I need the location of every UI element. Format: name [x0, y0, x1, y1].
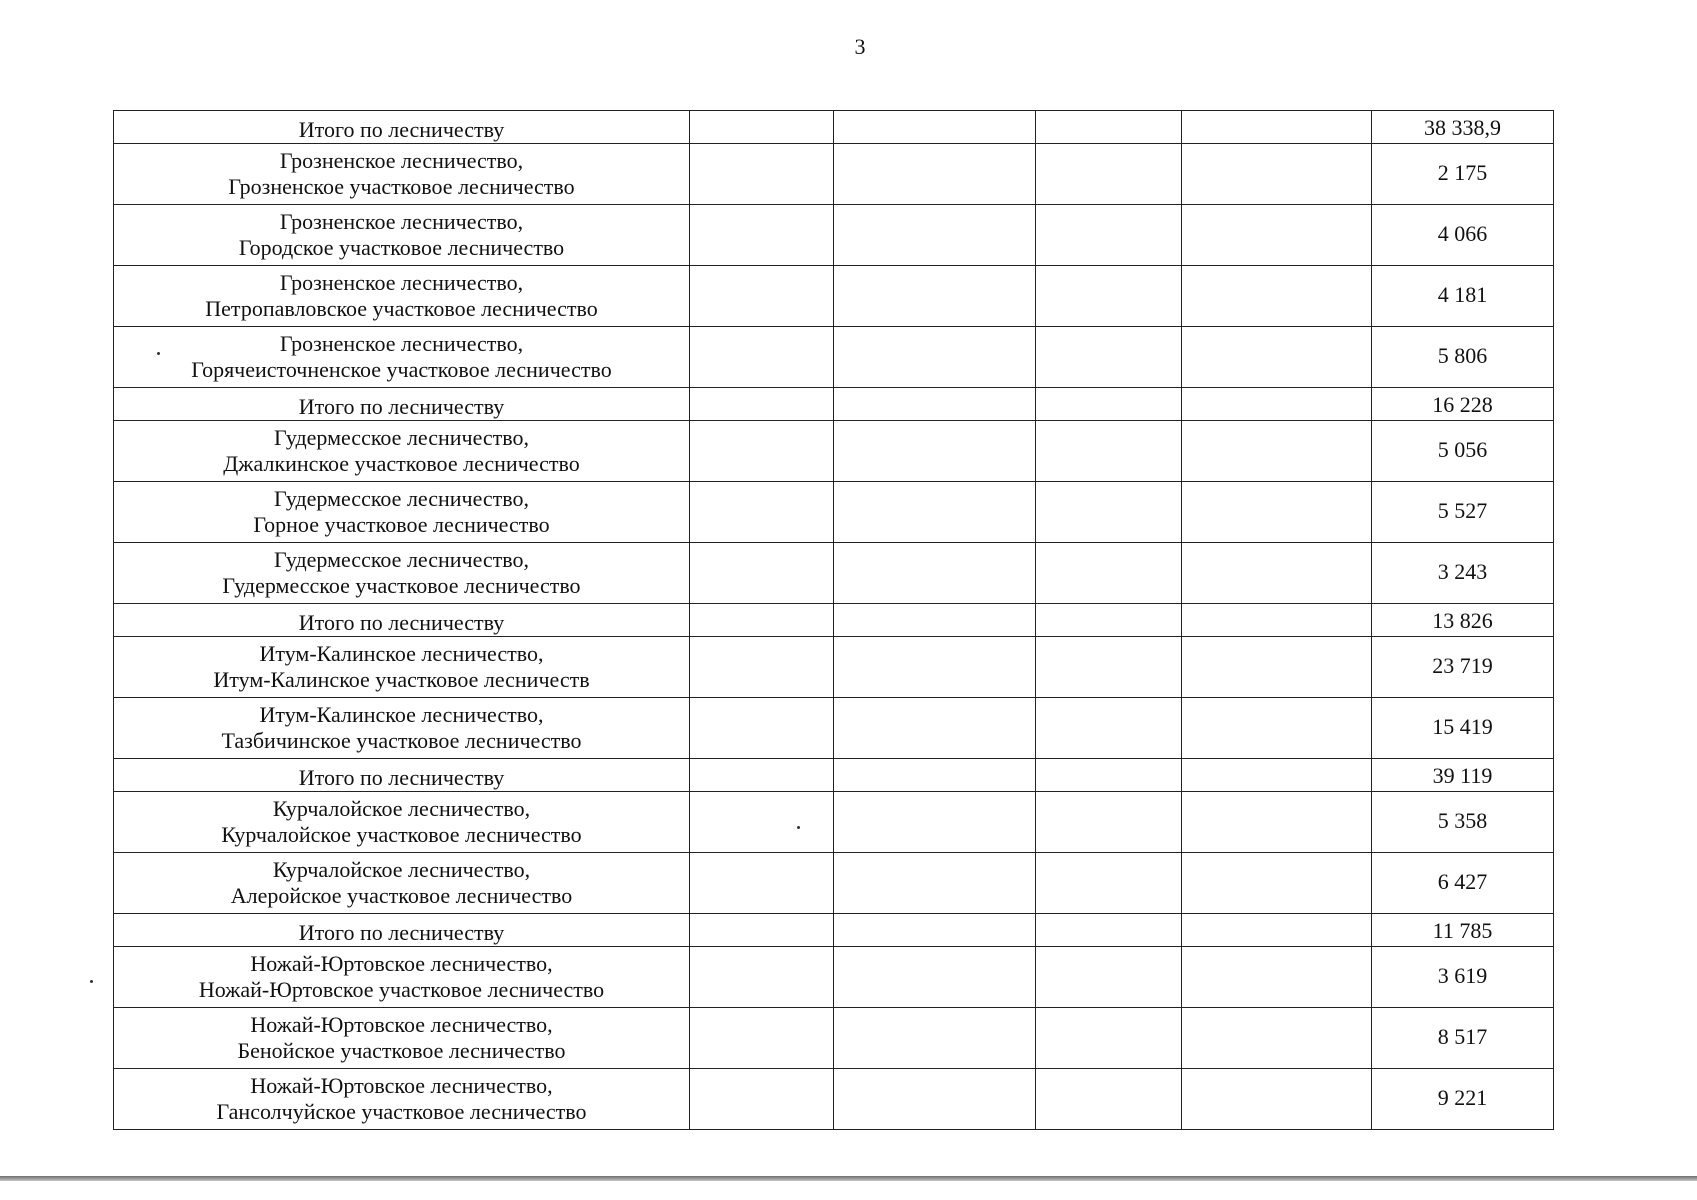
area-value-cell: 2 175	[1372, 144, 1554, 205]
empty-cell	[834, 914, 1036, 947]
empty-cell	[690, 914, 834, 947]
forestry-name-cell	[114, 1008, 690, 1069]
forestry-name-cell	[114, 759, 690, 792]
empty-cell	[834, 144, 1036, 205]
empty-cell	[1036, 1069, 1182, 1130]
empty-cell	[1182, 388, 1372, 421]
empty-cell	[1182, 792, 1372, 853]
empty-cell	[690, 144, 834, 205]
empty-cell	[834, 604, 1036, 637]
forestry-name: Итум-Калинское лесничество,	[259, 702, 544, 727]
total-row	[114, 604, 1554, 637]
table-row	[114, 266, 1554, 327]
empty-cell	[690, 421, 834, 482]
area-value-cell: 4 066	[1372, 205, 1554, 266]
empty-cell	[690, 792, 834, 853]
empty-cell	[1036, 1008, 1182, 1069]
forestry-name: Курчалойское лесничество,	[272, 796, 531, 821]
empty-cell	[834, 637, 1036, 698]
scan-speck	[90, 980, 93, 983]
table-row	[114, 205, 1554, 266]
empty-cell	[1182, 914, 1372, 947]
district-forestry-name: Ножай-Юртовское участковое лесничество	[198, 977, 605, 1002]
empty-cell	[1036, 205, 1182, 266]
forestry-name-cell	[114, 1069, 690, 1130]
scan-edge	[0, 1176, 1697, 1181]
empty-cell	[1182, 637, 1372, 698]
empty-cell	[690, 947, 834, 1008]
area-value-cell: 3 619	[1372, 947, 1554, 1008]
forestry-table	[113, 110, 1554, 1130]
area-value-cell: 6 427	[1372, 853, 1554, 914]
empty-cell	[834, 698, 1036, 759]
forestry-name-cell	[114, 144, 690, 205]
total-label: Итого по лесничеству	[298, 765, 505, 790]
empty-cell	[1182, 698, 1372, 759]
area-value-cell: 5 527	[1372, 482, 1554, 543]
empty-cell	[834, 388, 1036, 421]
district-forestry-name: Городское участковое лесничество	[238, 235, 565, 260]
empty-cell	[690, 604, 834, 637]
area-value-cell: 5 358	[1372, 792, 1554, 853]
forestry-name: Гудермесское лесничество,	[273, 486, 530, 511]
forestry-name: Курчалойское лесничество,	[272, 857, 531, 882]
table-row	[114, 637, 1554, 698]
total-label: Итого по лесничеству	[298, 920, 505, 945]
empty-cell	[834, 853, 1036, 914]
empty-cell	[834, 543, 1036, 604]
forestry-name-cell	[114, 637, 690, 698]
forestry-name-cell	[114, 698, 690, 759]
district-forestry-name: Джалкинское участковое лесничество	[223, 451, 580, 476]
area-value-cell: 4 181	[1372, 266, 1554, 327]
empty-cell	[834, 947, 1036, 1008]
forestry-name: Ножай-Юртовское лесничество,	[250, 1073, 553, 1098]
forestry-name-cell	[114, 914, 690, 947]
district-forestry-name: Алеройское участковое лесничество	[230, 883, 573, 908]
empty-cell	[690, 388, 834, 421]
district-forestry-name: Грозненское участковое лесничество	[228, 174, 575, 199]
area-value-cell: 3 243	[1372, 543, 1554, 604]
forestry-name: Грозненское лесничество,	[279, 148, 524, 173]
forestry-name-cell	[114, 421, 690, 482]
area-value-cell: 23 719	[1372, 637, 1554, 698]
area-value-cell: 8 517	[1372, 1008, 1554, 1069]
forestry-name-cell	[114, 853, 690, 914]
forestry-name-cell	[114, 111, 690, 144]
area-value-cell: 5 806	[1372, 327, 1554, 388]
table-row	[114, 792, 1554, 853]
empty-cell	[834, 792, 1036, 853]
district-forestry-name: Курчалойское участковое лесничество	[221, 822, 582, 847]
forestry-name: Грозненское лесничество,	[279, 331, 524, 356]
table-row	[114, 327, 1554, 388]
empty-cell	[1182, 947, 1372, 1008]
empty-cell	[1036, 914, 1182, 947]
total-label: Итого по лесничеству	[298, 117, 505, 142]
district-forestry-name: Итум-Калинское участковое лесничеств	[213, 667, 590, 692]
total-label: Итого по лесничеству	[298, 394, 505, 419]
empty-cell	[1036, 266, 1182, 327]
empty-cell	[1036, 543, 1182, 604]
empty-cell	[1036, 947, 1182, 1008]
empty-cell	[1182, 144, 1372, 205]
forestry-name-cell	[114, 266, 690, 327]
empty-cell	[1036, 792, 1182, 853]
area-value-cell: 11 785	[1372, 914, 1554, 947]
empty-cell	[690, 482, 834, 543]
forestry-name-cell	[114, 327, 690, 388]
empty-cell	[690, 1069, 834, 1130]
empty-cell	[834, 111, 1036, 144]
area-value-cell: 9 221	[1372, 1069, 1554, 1130]
empty-cell	[1036, 759, 1182, 792]
empty-cell	[1036, 388, 1182, 421]
forestry-name-cell	[114, 482, 690, 543]
empty-cell	[690, 543, 834, 604]
empty-cell	[834, 482, 1036, 543]
page-number: 3	[854, 34, 866, 59]
district-forestry-name: Горячеисточненское участковое лесничество	[191, 357, 612, 382]
empty-cell	[690, 759, 834, 792]
empty-cell	[834, 266, 1036, 327]
table-row	[114, 543, 1554, 604]
total-label: Итого по лесничеству	[298, 610, 505, 635]
empty-cell	[1036, 637, 1182, 698]
empty-cell	[834, 759, 1036, 792]
empty-cell	[1036, 482, 1182, 543]
scan-speck	[797, 826, 800, 829]
table-row	[114, 853, 1554, 914]
forestry-name-cell	[114, 205, 690, 266]
forestry-name: Грозненское лесничество,	[279, 209, 524, 234]
forestry-name-cell	[114, 947, 690, 1008]
forestry-name: Ножай-Юртовское лесничество,	[250, 951, 553, 976]
total-row	[114, 914, 1554, 947]
empty-cell	[1182, 327, 1372, 388]
empty-cell	[690, 111, 834, 144]
empty-cell	[1182, 604, 1372, 637]
empty-cell	[1182, 759, 1372, 792]
empty-cell	[1182, 205, 1372, 266]
empty-cell	[690, 205, 834, 266]
empty-cell	[1182, 543, 1372, 604]
empty-cell	[1182, 111, 1372, 144]
total-row	[114, 759, 1554, 792]
empty-cell	[1036, 853, 1182, 914]
empty-cell	[1182, 1008, 1372, 1069]
empty-cell	[1036, 327, 1182, 388]
area-value-cell: 39 119	[1372, 759, 1554, 792]
forestry-name: Гудермесское лесничество,	[273, 547, 530, 572]
table-row	[114, 1069, 1554, 1130]
table-row	[114, 1008, 1554, 1069]
forestry-name: Ножай-Юртовское лесничество,	[250, 1012, 553, 1037]
empty-cell	[1036, 698, 1182, 759]
forestry-name-cell	[114, 604, 690, 637]
forestry-name: Гудермесское лесничество,	[273, 425, 530, 450]
empty-cell	[834, 1008, 1036, 1069]
area-value-cell: 15 419	[1372, 698, 1554, 759]
empty-cell	[1036, 421, 1182, 482]
forestry-name-cell	[114, 543, 690, 604]
table-row	[114, 421, 1554, 482]
empty-cell	[834, 327, 1036, 388]
empty-cell	[1036, 111, 1182, 144]
forestry-name: Грозненское лесничество,	[279, 270, 524, 295]
empty-cell	[1182, 1069, 1372, 1130]
forestry-name: Итум-Калинское лесничество,	[259, 641, 544, 666]
empty-cell	[834, 1069, 1036, 1130]
district-forestry-name: Горное участковое лесничество	[253, 512, 550, 537]
empty-cell	[834, 421, 1036, 482]
empty-cell	[1182, 853, 1372, 914]
empty-cell	[834, 205, 1036, 266]
empty-cell	[690, 637, 834, 698]
table-row	[114, 698, 1554, 759]
empty-cell	[690, 853, 834, 914]
district-forestry-name: Бенойское участковое лесничество	[237, 1038, 566, 1063]
empty-cell	[1182, 421, 1372, 482]
forestry-name-cell	[114, 792, 690, 853]
empty-cell	[1182, 482, 1372, 543]
area-value-cell: 16 228	[1372, 388, 1554, 421]
district-forestry-name: Гансолчуйское участковое лесничество	[216, 1099, 587, 1124]
empty-cell	[690, 698, 834, 759]
total-row	[114, 111, 1554, 144]
table-body	[114, 111, 1554, 1130]
area-value-cell: 13 826	[1372, 604, 1554, 637]
empty-cell	[690, 1008, 834, 1069]
area-value-cell: 5 056	[1372, 421, 1554, 482]
district-forestry-name: Тазбичинское участковое лесничество	[221, 728, 582, 753]
empty-cell	[1036, 604, 1182, 637]
forestry-name-cell	[114, 388, 690, 421]
total-row	[114, 388, 1554, 421]
empty-cell	[1036, 144, 1182, 205]
table-row	[114, 482, 1554, 543]
district-forestry-name: Гудермесское участковое лесничество	[222, 573, 581, 598]
area-value-cell: 38 338,9	[1372, 111, 1554, 144]
district-forestry-name: Петропавловское участковое лесничество	[205, 296, 598, 321]
empty-cell	[690, 266, 834, 327]
table-row	[114, 144, 1554, 205]
empty-cell	[690, 327, 834, 388]
table-row	[114, 947, 1554, 1008]
scan-speck	[157, 352, 160, 355]
empty-cell	[1182, 266, 1372, 327]
